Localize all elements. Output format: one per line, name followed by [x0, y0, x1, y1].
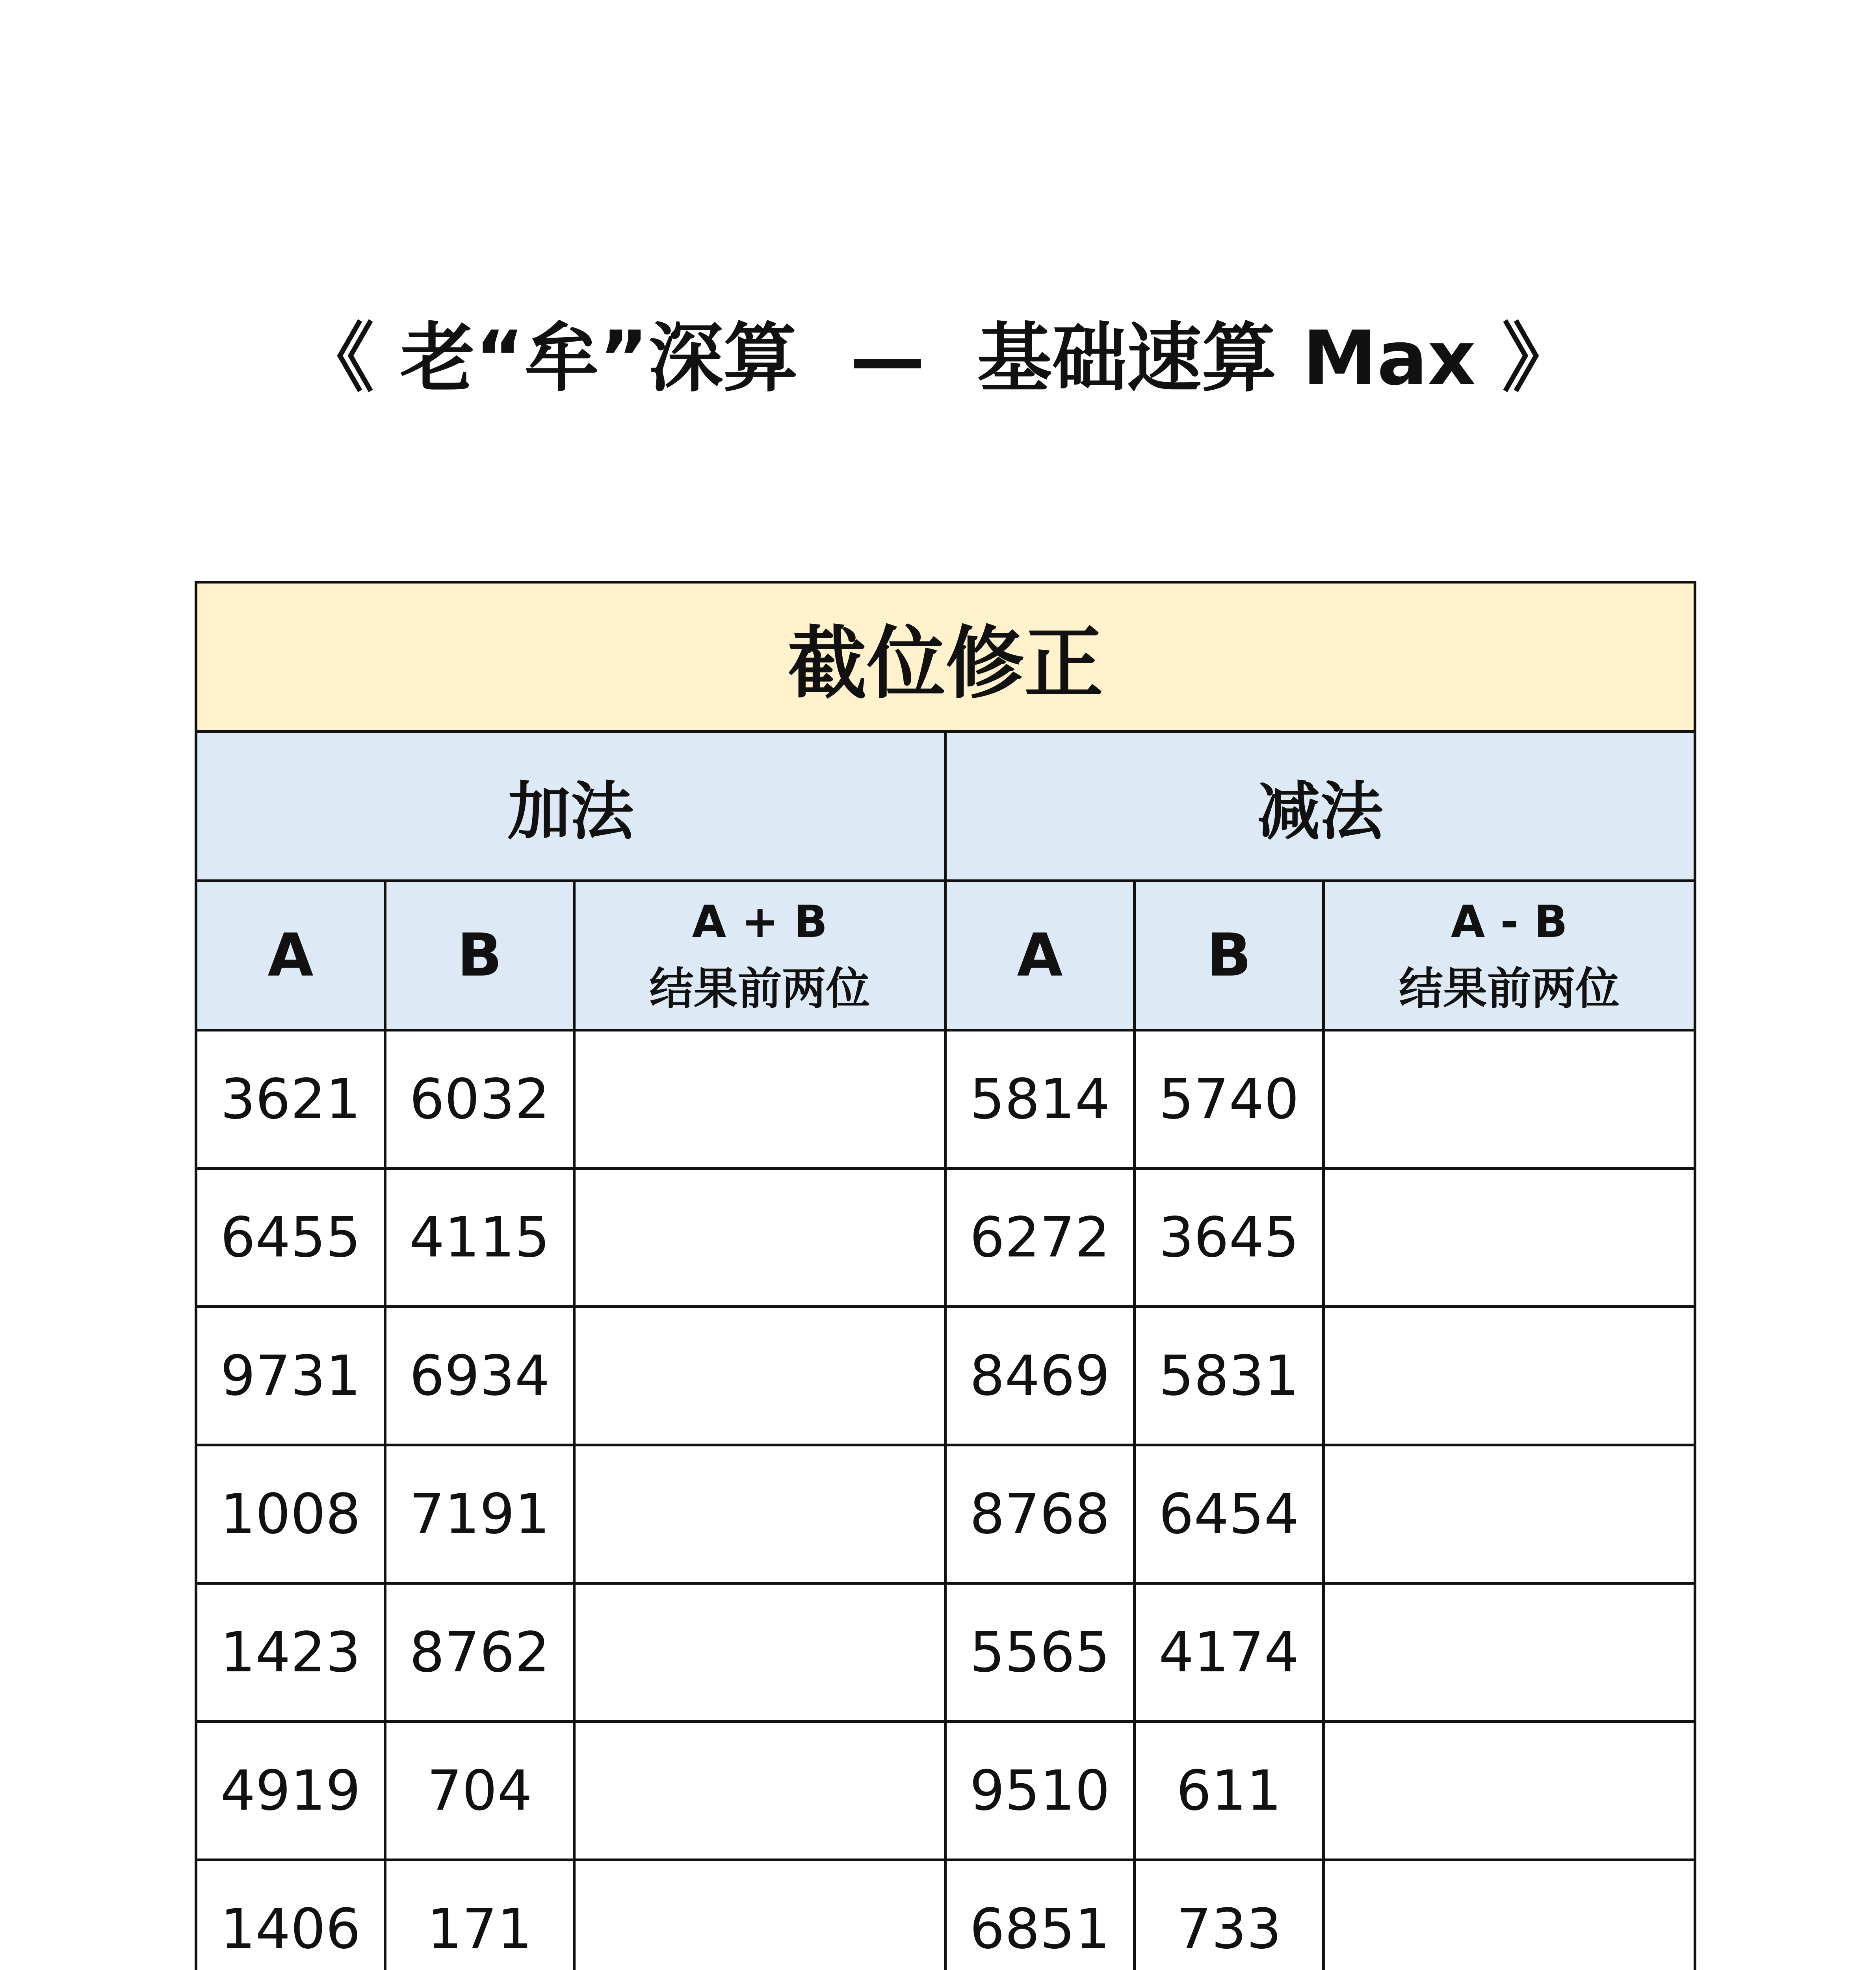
addition-b-header: B	[385, 881, 574, 1030]
addition-result-answer-cell[interactable]	[574, 1307, 945, 1445]
addition-group-header: 加法	[196, 732, 945, 881]
addition-a-cell: 1406	[196, 1860, 385, 1970]
group-header-row	[196, 732, 1695, 881]
subtraction-b-cell: 3645	[1135, 1169, 1324, 1307]
subtraction-result-answer-cell[interactable]	[1324, 1030, 1695, 1169]
addition-b-cell: 4115	[385, 1169, 574, 1307]
table-row	[196, 1307, 1695, 1445]
addition-result-answer-cell[interactable]	[574, 1722, 945, 1860]
addition-a-cell: 1423	[196, 1583, 385, 1722]
subtraction-a-cell: 6851	[945, 1860, 1135, 1970]
table-row	[196, 1445, 1695, 1583]
subtraction-b-cell: 4174	[1135, 1583, 1324, 1722]
addition-result-formula: A + B	[692, 896, 828, 948]
subtraction-result-header	[1324, 881, 1695, 1030]
addition-b-cell: 6032	[385, 1030, 574, 1169]
addition-a-cell: 9731	[196, 1307, 385, 1445]
table-row	[196, 1169, 1695, 1307]
subtraction-b-cell: 5831	[1135, 1307, 1324, 1445]
subtraction-result-formula: A - B	[1451, 896, 1568, 948]
subtraction-result-label: 结果前两位	[1399, 963, 1620, 1015]
subtraction-b-cell: 6454	[1135, 1445, 1324, 1583]
subtraction-a-cell: 5565	[945, 1583, 1135, 1722]
table-row	[196, 1860, 1695, 1970]
page-title: 《 老“牟”深算 — 基础速算 Max 》	[299, 315, 1577, 402]
addition-b-cell: 704	[385, 1722, 574, 1860]
table-row	[196, 1030, 1695, 1169]
subtraction-b-header: B	[1135, 881, 1324, 1030]
subtraction-b-cell: 733	[1135, 1860, 1324, 1970]
subtraction-group-header: 减法	[945, 732, 1695, 881]
addition-a-cell: 6455	[196, 1169, 385, 1307]
subtraction-result-answer-cell[interactable]	[1324, 1307, 1695, 1445]
practice-table	[195, 581, 1696, 1970]
addition-b-cell: 7191	[385, 1445, 574, 1583]
addition-result-answer-cell[interactable]	[574, 1169, 945, 1307]
subtraction-result-answer-cell[interactable]	[1324, 1445, 1695, 1583]
addition-a-cell: 3621	[196, 1030, 385, 1169]
addition-b-cell: 6934	[385, 1307, 574, 1445]
subtraction-a-cell: 6272	[945, 1169, 1135, 1307]
addition-result-answer-cell[interactable]	[574, 1445, 945, 1583]
addition-result-answer-cell[interactable]	[574, 1030, 945, 1169]
subtraction-result-answer-cell[interactable]	[1324, 1583, 1695, 1722]
subtraction-a-cell: 8469	[945, 1307, 1135, 1445]
table-row	[196, 1583, 1695, 1722]
addition-b-cell: 8762	[385, 1583, 574, 1722]
addition-a-header: A	[196, 881, 385, 1030]
section-title: 截位修正	[196, 582, 1695, 732]
subtraction-result-answer-cell[interactable]	[1324, 1860, 1695, 1970]
subtraction-result-answer-cell[interactable]	[1324, 1169, 1695, 1307]
addition-a-cell: 1008	[196, 1445, 385, 1583]
subtraction-a-header: A	[945, 881, 1135, 1030]
subtraction-a-cell: 9510	[945, 1722, 1135, 1860]
subtraction-b-cell: 5740	[1135, 1030, 1324, 1169]
addition-result-answer-cell[interactable]	[574, 1583, 945, 1722]
section-banner-row	[196, 582, 1695, 732]
addition-a-cell: 4919	[196, 1722, 385, 1860]
addition-result-answer-cell[interactable]	[574, 1860, 945, 1970]
table-row	[196, 1722, 1695, 1860]
addition-result-label: 结果前两位	[649, 963, 870, 1015]
column-header-row	[196, 881, 1695, 1030]
subtraction-a-cell: 8768	[945, 1445, 1135, 1583]
addition-b-cell: 171	[385, 1860, 574, 1970]
subtraction-result-answer-cell[interactable]	[1324, 1722, 1695, 1860]
subtraction-b-cell: 611	[1135, 1722, 1324, 1860]
addition-result-header	[574, 881, 945, 1030]
subtraction-a-cell: 5814	[945, 1030, 1135, 1169]
